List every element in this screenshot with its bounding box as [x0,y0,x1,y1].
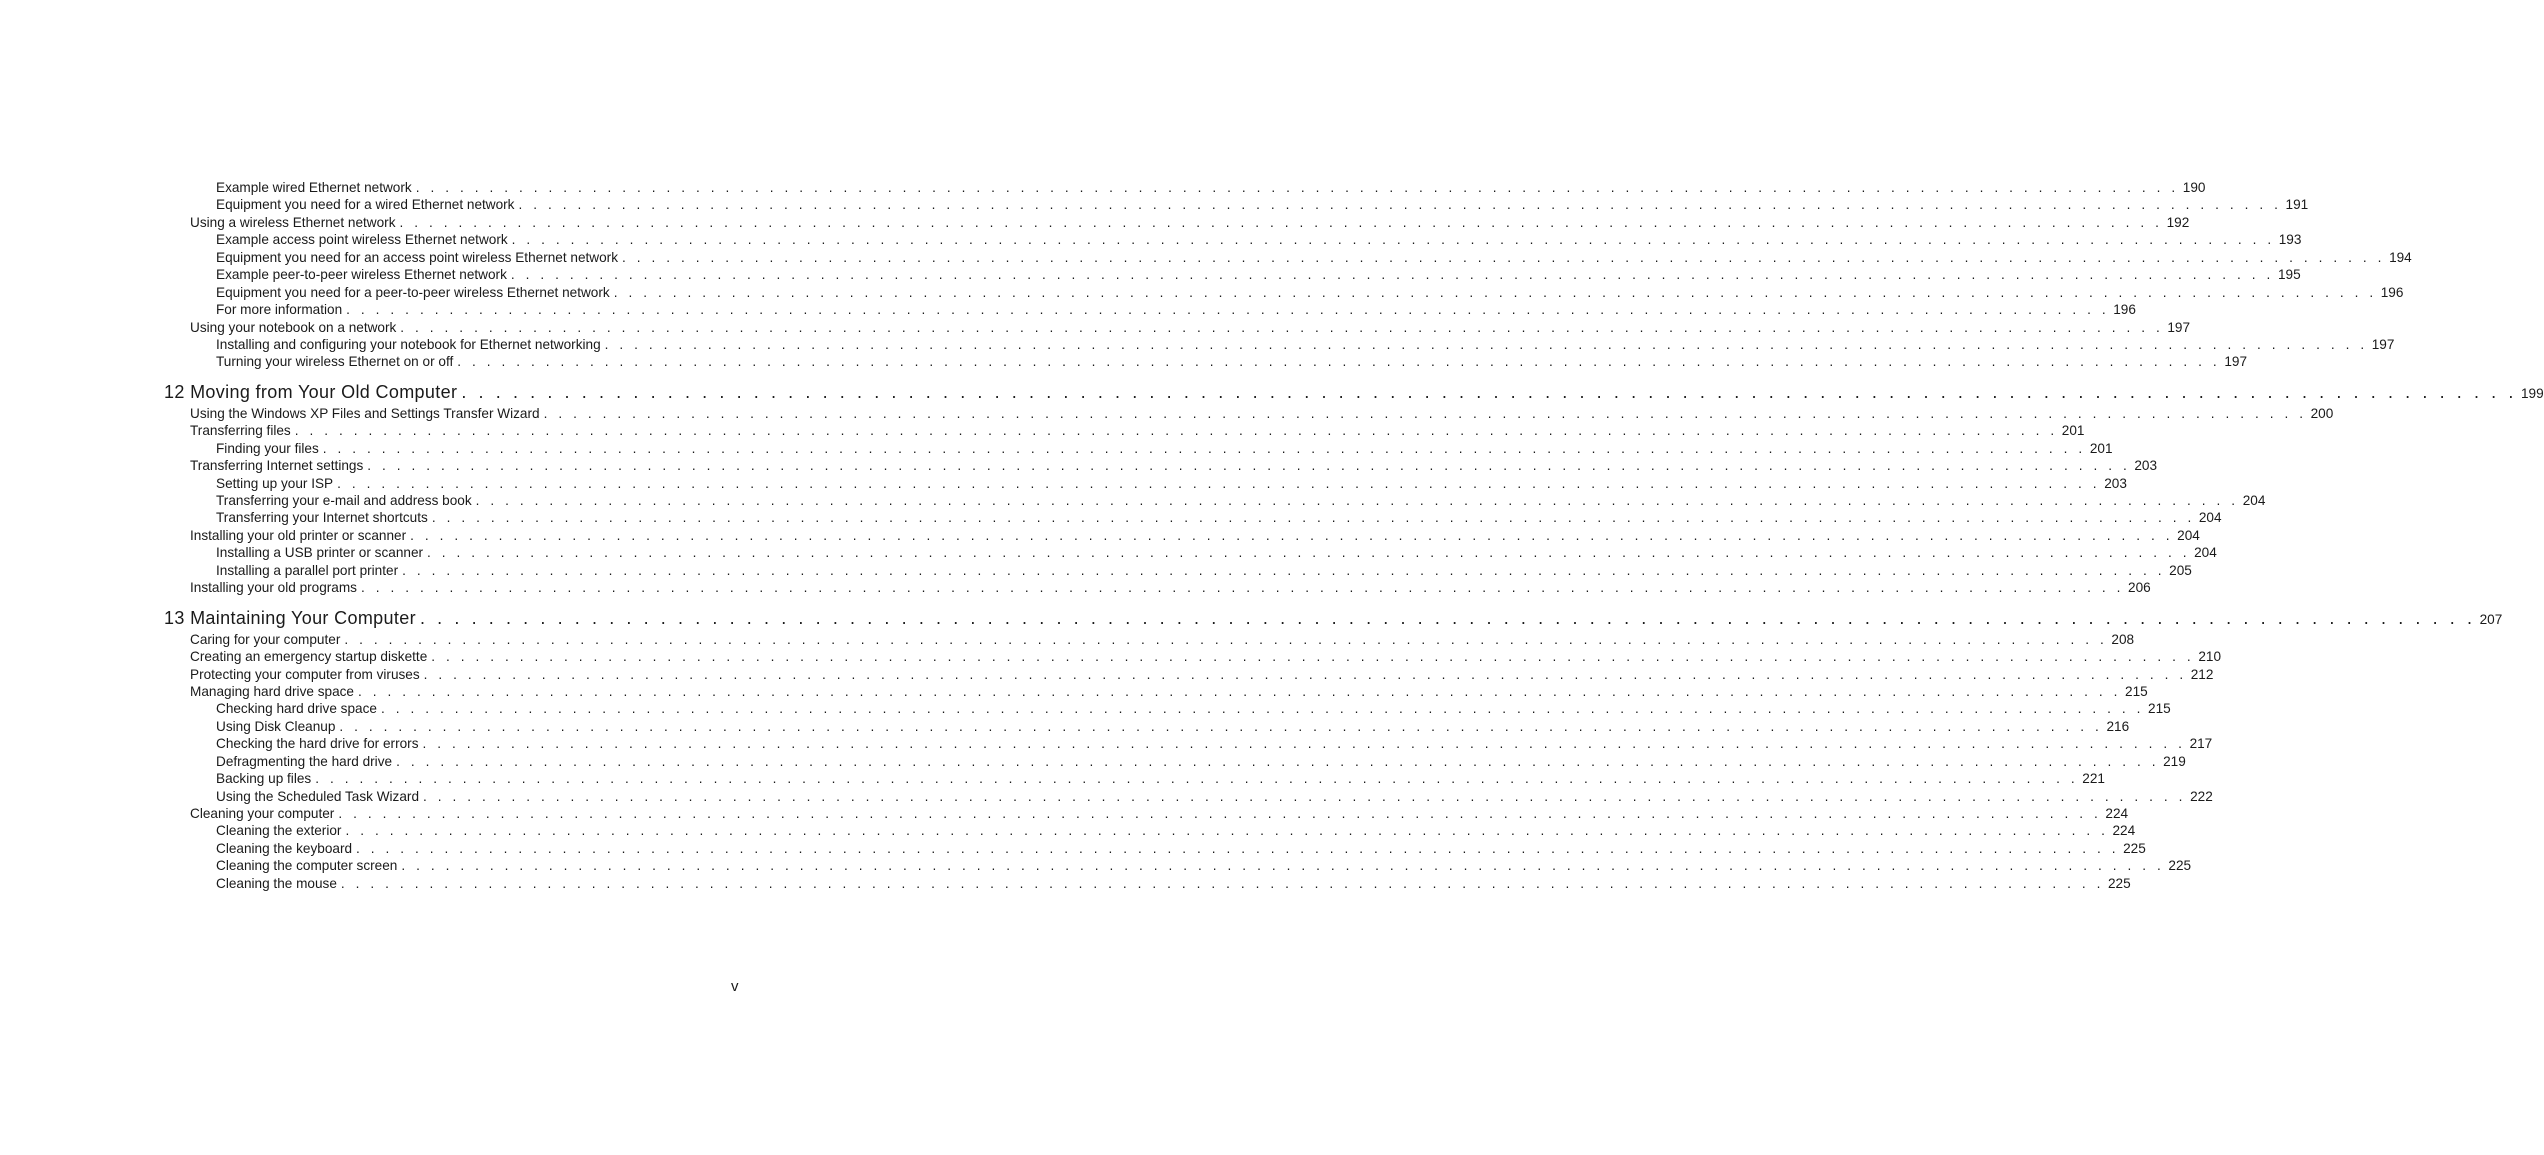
toc-entry[interactable] [164,718,2130,735]
toc-page-number: 197 [2163,319,2190,336]
toc-entry[interactable] [164,683,2148,700]
toc-entry[interactable] [164,214,2190,231]
toc-dot-leader: . . . . . . . . . . . . . . . . . . . . . . . . . . . . . . . . . . . . . . . . . . . . . . . . . . . . . . . . . . . . . . . . . . . . . . . . . . . . . . . . . . . . . . . . . . . . . . . . . . . . . . . . . . . . . . . . . . . . . . . . [510,267,2274,283]
toc-page-number: 208 [2107,631,2134,648]
toc-entry-title: Checking the hard drive for errors [216,735,423,752]
toc-entry-title: Example access point wireless Ethernet network [216,231,512,248]
toc-page-number: 200 [2307,405,2334,422]
toc-entry-title: Transferring your Internet shortcuts [216,509,432,526]
toc-entry[interactable] [164,266,2301,283]
table-of-contents [164,179,2544,892]
toc-entry[interactable] [164,562,2192,579]
toc-page-number: 197 [2368,336,2395,353]
toc-page-number: 216 [2102,718,2129,735]
toc-entry-title: Using Disk Cleanup [216,718,339,735]
toc-entry[interactable] [164,405,2334,422]
toc-dot-leader: . . . . . . . . . . . . . . . . . . . . . . . . . . . . . . . . . . . . . . . . . . . . . . . . . . . . . . . . . . . . . . . . . . . . . . . . . . . . . . . . . . . . . . . . . . . . . . . . . . . . . . . . . . . . . . . . . . . . . . . . [396,753,2160,769]
toc-entry-title: Equipment you need for a peer-to-peer wireless Ethernet network [216,284,614,301]
toc-page-number: 204 [2173,527,2200,544]
toc-entry-title: 13 Maintaining Your Computer [164,606,420,630]
toc-dot-leader: . . . . . . . . . . . . . . . . . . . . . . . . . . . . . . . . . . . . . . . . . . . . . . . . . . . . . . . . . . . . . . . . . . . . . . . . . . . . . . . . . . . . . . . . . . . . . . . . . . . . . . . . . . . . . . . . . . . . . . . . [422,736,2186,752]
toc-page-number: 204 [2239,492,2266,509]
toc-entry-title: Cleaning the computer screen [216,857,401,874]
toc-dot-leader: . . . . . . . . . . . . . . . . . . . . . . . . . . . . . . . . . . . . . . . . . . . . . . . . . . . . . . . . . . . . . . . . . . . . . . . . . . . . . . . . . . . . . . . . . . . . . . . . . . . . . . . . . . . . . . . . . . . . . . . . [419,607,2476,628]
toc-entry[interactable] [164,753,2186,770]
toc-page-number: 192 [2163,214,2190,231]
toc-entry-title: Installing your old printer or scanner [190,527,410,544]
toc-page-number: 204 [2190,544,2217,561]
toc-dot-leader: . . . . . . . . . . . . . . . . . . . . . . . . . . . . . . . . . . . . . . . . . . . . . . . . . . . . . . . . . . . . . . . . . . . . . . . . . . . . . . . . . . . . . . . . . . . . . . . . . . . . . . . . . . . . . . . . . . . . . . . . [338,806,2102,821]
toc-page-number: 210 [2194,648,2221,665]
toc-dot-leader: . . . . . . . . . . . . . . . . . . . . . . . . . . . . . . . . . . . . . . . . . . . . . . . . . . . . . . . . . . . . . . . . . . . . . . . . . . . . . . . . . . . . . . . . . . . . . . . . . . . . . . . . . . . . . . . . . . . . . . . . [380,701,2145,717]
toc-dot-leader: . . . . . . . . . . . . . . . . . . . . . . . . . . . . . . . . . . . . . . . . . . . . . . . . . . . . . . . . . . . . . . . . . . . . . . . . . . . . . . . . . . . . . . . . . . . . . . . . . . . . . . . . . . . . . . . . . . . . . . . . [431,649,2195,665]
toc-entry-title: Example wired Ethernet network [216,179,416,196]
toc-entry[interactable] [164,457,2158,474]
toc-entry[interactable] [164,527,2200,544]
toc-entry-title: Creating an emergency startup diskette [190,648,431,665]
toc-chapter-entry[interactable] [164,606,2503,630]
toc-page-number: 207 [2476,608,2503,632]
toc-page-number: 196 [2109,301,2136,318]
toc-entry[interactable] [164,492,2266,509]
toc-entry[interactable] [164,788,2213,805]
toc-dot-leader: . . . . . . . . . . . . . . . . . . . . . . . . . . . . . . . . . . . . . . . . . . . . . . . . . . . . . . . . . . . . . . . . . . . . . . . . . . . . . . . . . . . . . . . . . . . . . . . . . . . . . . . . . . . . . . . . . . . . . . . . [613,284,2377,300]
toc-entry[interactable] [164,631,2135,648]
toc-entry-title: Using your notebook on a network [190,319,400,336]
toc-entry[interactable] [164,284,2404,301]
toc-page-number: 201 [2086,440,2113,457]
toc-page-number: 203 [2130,457,2157,474]
toc-entry-title: Defragmenting the hard drive [216,753,396,770]
toc-entry[interactable] [164,735,2213,752]
toc-entry[interactable] [164,231,2302,248]
toc-entry-title: Turning your wireless Ethernet on or off [216,353,457,370]
toc-dot-leader: . . . . . . . . . . . . . . . . . . . . . . . . . . . . . . . . . . . . . . . . . . . . . . . . . . . . . . . . . . . . . . . . . . . . . . . . . . . . . . . . . . . . . . . . . . . . . . . . . . . . . . . . . . . . . . . . . . . . . . . . [427,545,2191,561]
toc-entry-title: Checking hard drive space [216,700,381,717]
toc-entry-title: Cleaning the keyboard [216,840,356,857]
toc-page-number: 193 [2275,231,2302,248]
toc-entry-title: Finding your files [216,440,323,457]
toc-page-number: 201 [2058,422,2085,439]
toc-entry[interactable] [164,666,2214,683]
toc-entry-title: Managing hard drive space [190,683,358,700]
toc-dot-leader: . . . . . . . . . . . . . . . . . . . . . . . . . . . . . . . . . . . . . . . . . . . . . . . . . . . . . . . . . . . . . . . . . . . . . . . . . . . . . . . . . . . . . . . . . . . . . . . . . . . . . . . . . . . . . . . . . . . . . . . . [345,823,2109,839]
toc-entry[interactable] [164,509,2222,526]
toc-dot-leader: . . . . . . . . . . . . . . . . . . . . . . . . . . . . . . . . . . . . . . . . . . . . . . . . . . . . . . . . . . . . . . . . . . . . . . . . . . . . . . . . . . . . . . . . . . . . . . . . . . . . . . . . . . . . . . . . . . . . . . . . [346,302,2110,318]
toc-dot-leader: . . . . . . . . . . . . . . . . . . . . . . . . . . . . . . . . . . . . . . . . . . . . . . . . . . . . . . . . . . . . . . . . . . . . . . . . . . . . . . . . . . . . . . . . . . . . . . . . . . . . . . . . . . . . . . . . . . . . . . . . [431,510,2195,526]
toc-entry[interactable] [164,440,2113,457]
toc-page-number: 215 [2121,683,2148,700]
toc-entry-title: Cleaning the mouse [216,875,341,892]
toc-entry[interactable] [164,475,2127,492]
toc-page-number: 225 [2164,857,2191,874]
toc-page-number: 194 [2385,249,2412,266]
toc-entry-title: For more information [216,301,346,318]
toc-page-number: 224 [2101,805,2128,822]
toc-entry[interactable] [164,648,2222,665]
toc-dot-leader: . . . . . . . . . . . . . . . . . . . . . . . . . . . . . . . . . . . . . . . . . . . . . . . . . . . . . . . . . . . . . . . . . . . . . . . . . . . . . . . . . . . . . . . . . . . . . . . . . . . . . . . . . . . . . . . . . . . . . . . . [543,405,2307,421]
toc-entry-title: 12 Moving from Your Old Computer [164,380,461,404]
toc-page-number: 224 [2109,822,2136,839]
toc-dot-leader: . . . . . . . . . . . . . . . . . . . . . . . . . . . . . . . . . . . . . . . . . . . . . . . . . . . . . . . . . . . . . . . . . . . . . . . . . . . . . . . . . . . . . . . . . . . . . . . . . . . . . . . . . . . . . . . . . . . . . . . . [511,232,2275,248]
toc-page-number: 196 [2377,284,2404,301]
toc-entry-title: Using the Windows XP Files and Settings Transfer Wizard [190,405,544,422]
toc-dot-leader: . . . . . . . . . . . . . . . . . . . . . . . . . . . . . . . . . . . . . . . . . . . . . . . . . . . . . . . . . . . . . . . . . . . . . . . . . . . . . . . . . . . . . . . . . . . . . . . . . . . . . . . . . . . . . . . . . . . . . . . . [339,718,2103,734]
toc-entry-title: Protecting your computer from viruses [190,666,424,683]
toc-dot-leader: . . . . . . . . . . . . . . . . . . . . . . . . . . . . . . . . . . . . . . . . . . . . . . . . . . . . . . . . . . . . . . . . . . . . . . . . . . . . . . . . . . . . . . . . . . . . . . . . . . . . . . . . . . . . . . . . . . . . . . . . [360,580,2125,596]
toc-page-number: 191 [2282,196,2309,213]
toc-entry-title: Installing and configuring your notebook for Ethernet networking [216,336,605,353]
toc-page-number: 212 [2187,666,2214,683]
toc-dot-leader: . . . . . . . . . . . . . . . . . . . . . . . . . . . . . . . . . . . . . . . . . . . . . . . . . . . . . . . . . . . . . . . . . . . . . . . . . . . . . . . . . . . . . . . . . . . . . . . . . . . . . . . . . . . . . . . . . . . . . . . . [357,683,2122,699]
toc-page-number: 225 [2104,875,2131,892]
toc-entry-title: Equipment you need for an access point wireless Ethernet network [216,249,622,266]
toc-entry-title: Transferring your e-mail and address book [216,492,476,509]
toc-page-number: 215 [2144,700,2171,717]
toc-entry[interactable] [164,179,2206,196]
toc-entry-title: Using the Scheduled Task Wizard [216,788,423,805]
toc-entry[interactable] [164,840,2146,857]
toc-entry[interactable] [164,336,2395,353]
toc-dot-leader: . . . . . . . . . . . . . . . . . . . . . . . . . . . . . . . . . . . . . . . . . . . . . . . . . . . . . . . . . . . . . . . . . . . . . . . . . . . . . . . . . . . . . . . . . . . . . . . . . . . . . . . . . . . . . . . . . . . . . . . . [337,475,2101,491]
toc-entry[interactable] [164,700,2171,717]
toc-dot-leader: . . . . . . . . . . . . . . . . . . . . . . . . . . . . . . . . . . . . . . . . . . . . . . . . . . . . . . . . . . . . . . . . . . . . . . . . . . . . . . . . . . . . . . . . . . . . . . . . . . . . . . . . . . . . . . . . . . . . . . . . [400,319,2164,335]
toc-dot-leader: . . . . . . . . . . . . . . . . . . . . . . . . . . . . . . . . . . . . . . . . . . . . . . . . . . . . . . . . . . . . . . . . . . . . . . . . . . . . . . . . . . . . . . . . . . . . . . . . . . . . . . . . . . . . . . . . . . . . . . . . [367,458,2131,474]
toc-entry[interactable] [164,319,2191,336]
toc-dot-leader: . . . . . . . . . . . . . . . . . . . . . . . . . . . . . . . . . . . . . . . . . . . . . . . . . . . . . . . . . . . . . . . . . . . . . . . . . . . . . . . . . . . . . . . . . . . . . . . . . . . . . . . . . . . . . . . . . . . . . . . . [344,631,2108,647]
toc-page-number: 195 [2274,266,2301,283]
toc-entry[interactable] [164,875,2131,892]
toc-entry-title: Transferring Internet settings [190,457,367,474]
toc-dot-leader: . . . . . . . . . . . . . . . . . . . . . . . . . . . . . . . . . . . . . . . . . . . . . . . . . . . . . . . . . . . . . . . . . . . . . . . . . . . . . . . . . . . . . . . . . . . . . . . . . . . . . . . . . . . . . . . . . . . . . . . . [315,771,2079,787]
toc-page-number: 190 [2179,179,2206,196]
toc-dot-leader: . . . . . . . . . . . . . . . . . . . . . . . . . . . . . . . . . . . . . . . . . . . . . . . . . . . . . . . . . . . . . . . . . . . . . . . . . . . . . . . . . . . . . . . . . . . . . . . . . . . . . . . . . . . . . . . . . . . . . . . . [401,858,2165,874]
toc-entry-title: Setting up your ISP [216,475,337,492]
toc-dot-leader: . . . . . . . . . . . . . . . . . . . . . . . . . . . . . . . . . . . . . . . . . . . . . . . . . . . . . . . . . . . . . . . . . . . . . . . . . . . . . . . . . . . . . . . . . . . . . . . . . . . . . . . . . . . . . . . . . . . . . . . . [410,527,2174,543]
toc-entry[interactable] [164,353,2248,370]
toc-entry[interactable] [164,822,2136,839]
toc-page-number: 206 [2124,579,2151,596]
toc-page-number: 217 [2186,735,2213,752]
toc-entry-title: Cleaning your computer [190,805,338,822]
toc-entry[interactable] [164,579,2151,596]
toc-entry-title: Transferring files [190,422,295,439]
toc-dot-leader: . . . . . . . . . . . . . . . . . . . . . . . . . . . . . . . . . . . . . . . . . . . . . . . . . . . . . . . . . . . . . . . . . . . . . . . . . . . . . . . . . . . . . . . . . . . . . . . . . . . . . . . . . . . . . . . . . . . . . . . . [415,180,2179,195]
toc-entry-title: Installing your old programs [190,579,361,596]
toc-entry-title: Caring for your computer [190,631,344,648]
toc-dot-leader: . . . . . . . . . . . . . . . . . . . . . . . . . . . . . . . . . . . . . . . . . . . . . . . . . . . . . . . . . . . . . . . . . . . . . . . . . . . . . . . . . . . . . . . . . . . . . . . . . . . . . . . . . . . . . . . . . . . . . . . . [622,249,2386,265]
toc-chapter-entry[interactable] [164,380,2544,404]
toc-entry[interactable] [164,857,2192,874]
toc-entry[interactable] [164,770,2105,787]
toc-entry[interactable] [164,805,2129,822]
toc-page-number: 204 [2195,509,2222,526]
toc-entry-title: Installing a USB printer or scanner [216,544,427,561]
toc-page-number: 205 [2165,562,2192,579]
toc-entry[interactable] [164,249,2412,266]
toc-entry[interactable] [164,196,2309,213]
toc-entry-title: Using a wireless Ethernet network [190,214,400,231]
toc-entry-title: Example peer-to-peer wireless Ethernet network [216,266,511,283]
toc-page-number: 225 [2119,840,2146,857]
toc-entry[interactable] [164,301,2136,318]
toc-dot-leader: . . . . . . . . . . . . . . . . . . . . . . . . . . . . . . . . . . . . . . . . . . . . . . . . . . . . . . . . . . . . . . . . . . . . . . . . . . . . . . . . . . . . . . . . . . . . . . . . . . . . . . . . . . . . . . . . . . . . . . . . [423,788,2187,804]
toc-page-number: 203 [2100,475,2127,492]
toc-dot-leader: . . . . . . . . . . . . . . . . . . . . . . . . . . . . . . . . . . . . . . . . . . . . . . . . . . . . . . . . . . . . . . . . . . . . . . . . . . . . . . . . . . . . . . . . . . . . . . . . . . . . . . . . . . . . . . . . . . . . . . . . [461,381,2517,402]
toc-entry-title: Installing a parallel port printer [216,562,402,579]
toc-dot-leader: . . . . . . . . . . . . . . . . . . . . . . . . . . . . . . . . . . . . . . . . . . . . . . . . . . . . . . . . . . . . . . . . . . . . . . . . . . . . . . . . . . . . . . . . . . . . . . . . . . . . . . . . . . . . . . . . . . . . . . . . [423,666,2187,682]
toc-dot-leader: . . . . . . . . . . . . . . . . . . . . . . . . . . . . . . . . . . . . . . . . . . . . . . . . . . . . . . . . . . . . . . . . . . . . . . . . . . . . . . . . . . . . . . . . . . . . . . . . . . . . . . . . . . . . . . . . . . . . . . . . [399,214,2163,230]
toc-dot-leader: . . . . . . . . . . . . . . . . . . . . . . . . . . . . . . . . . . . . . . . . . . . . . . . . . . . . . . . . . . . . . . . . . . . . . . . . . . . . . . . . . . . . . . . . . . . . . . . . . . . . . . . . . . . . . . . . . . . . . . . . [356,840,2120,856]
toc-dot-leader: . . . . . . . . . . . . . . . . . . . . . . . . . . . . . . . . . . . . . . . . . . . . . . . . . . . . . . . . . . . . . . . . . . . . . . . . . . . . . . . . . . . . . . . . . . . . . . . . . . . . . . . . . . . . . . . . . . . . . . . . [402,562,2166,578]
toc-dot-leader: . . . . . . . . . . . . . . . . . . . . . . . . . . . . . . . . . . . . . . . . . . . . . . . . . . . . . . . . . . . . . . . . . . . . . . . . . . . . . . . . . . . . . . . . . . . . . . . . . . . . . . . . . . . . . . . . . . . . . . . . [322,440,2086,456]
toc-dot-leader: . . . . . . . . . . . . . . . . . . . . . . . . . . . . . . . . . . . . . . . . . . . . . . . . . . . . . . . . . . . . . . . . . . . . . . . . . . . . . . . . . . . . . . . . . . . . . . . . . . . . . . . . . . . . . . . . . . . . . . . . [457,354,2221,370]
toc-entry-title: Backing up files [216,770,315,787]
toc-page-number: 199 [2517,382,2544,406]
toc-dot-leader: . . . . . . . . . . . . . . . . . . . . . . . . . . . . . . . . . . . . . . . . . . . . . . . . . . . . . . . . . . . . . . . . . . . . . . . . . . . . . . . . . . . . . . . . . . . . . . . . . . . . . . . . . . . . . . . . . . . . . . . . [604,336,2368,352]
toc-dot-leader: . . . . . . . . . . . . . . . . . . . . . . . . . . . . . . . . . . . . . . . . . . . . . . . . . . . . . . . . . . . . . . . . . . . . . . . . . . . . . . . . . . . . . . . . . . . . . . . . . . . . . . . . . . . . . . . . . . . . . . . . [340,875,2104,891]
toc-page-number: 219 [2159,753,2186,770]
toc-page-number: 222 [2186,788,2213,805]
toc-dot-leader: . . . . . . . . . . . . . . . . . . . . . . . . . . . . . . . . . . . . . . . . . . . . . . . . . . . . . . . . . . . . . . . . . . . . . . . . . . . . . . . . . . . . . . . . . . . . . . . . . . . . . . . . . . . . . . . . . . . . . . . . [294,423,2058,439]
toc-dot-leader: . . . . . . . . . . . . . . . . . . . . . . . . . . . . . . . . . . . . . . . . . . . . . . . . . . . . . . . . . . . . . . . . . . . . . . . . . . . . . . . . . . . . . . . . . . . . . . . . . . . . . . . . . . . . . . . . . . . . . . . . [518,197,2282,213]
toc-page-number: 197 [2220,353,2247,370]
toc-page-number: 221 [2078,770,2105,787]
toc-entry[interactable] [164,544,2217,561]
toc-entry-title: Equipment you need for a wired Ethernet network [216,196,518,213]
page-number: v [731,978,739,995]
toc-dot-leader: . . . . . . . . . . . . . . . . . . . . . . . . . . . . . . . . . . . . . . . . . . . . . . . . . . . . . . . . . . . . . . . . . . . . . . . . . . . . . . . . . . . . . . . . . . . . . . . . . . . . . . . . . . . . . . . . . . . . . . . . [475,493,2239,508]
toc-entry[interactable] [164,422,2085,439]
toc-entry-title: Cleaning the exterior [216,822,345,839]
